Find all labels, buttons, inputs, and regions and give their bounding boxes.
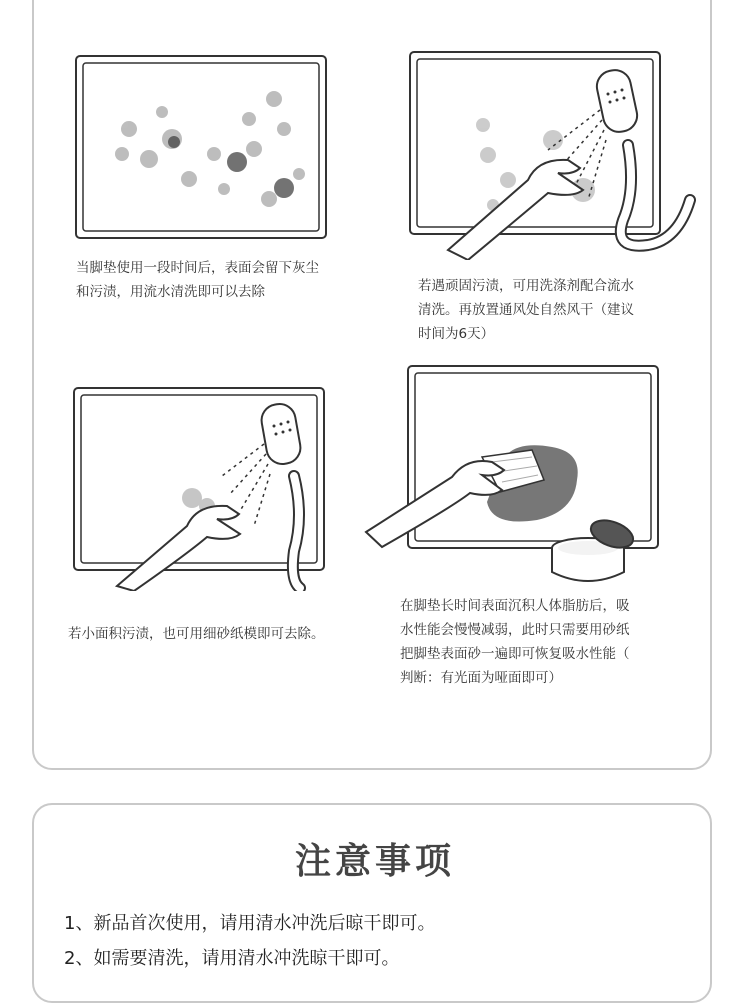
step-2-caption: 若遇顽固污渍，可用洗涤剂配合流水 清洗。再放置通风处自然风干（建议 时间为6天） <box>418 278 634 342</box>
hand-icon <box>448 160 583 260</box>
step-4-caption: 在脚垫长时间表面沉积人体脂肪后，吸 水性能会慢慢减弱，此时只需要用砂纸 把脚垫表面砂一遍即可恢复吸水性能（ 判断：有光面为哑面即可） <box>400 598 630 686</box>
cream-jar-icon <box>552 515 637 581</box>
hand-icon <box>117 506 240 591</box>
notice-item-2: 2、如需要清洗，请用清水冲洗晾干即可。 <box>64 948 400 969</box>
notice-title: 注意事项 <box>294 841 455 882</box>
hand-icon <box>366 461 504 547</box>
step-3-caption: 若小面积污渍，也可用细砂纸模即可去除。 <box>68 626 325 642</box>
shower-head-icon <box>259 402 303 588</box>
shower-head-icon <box>594 67 690 246</box>
dirty-mat-illustration <box>74 54 328 240</box>
notice-item-1: 1、新品首次使用，请用清水冲洗后晾干即可。 <box>64 913 436 934</box>
small-stain-illustration <box>72 386 332 591</box>
sanding-illustration <box>362 362 662 590</box>
step-1-caption: 当脚垫使用一段时间后，表面会留下灰尘 和污渍，用流水清洗即可以去除 <box>76 260 319 300</box>
shower-wash-illustration <box>408 50 698 260</box>
